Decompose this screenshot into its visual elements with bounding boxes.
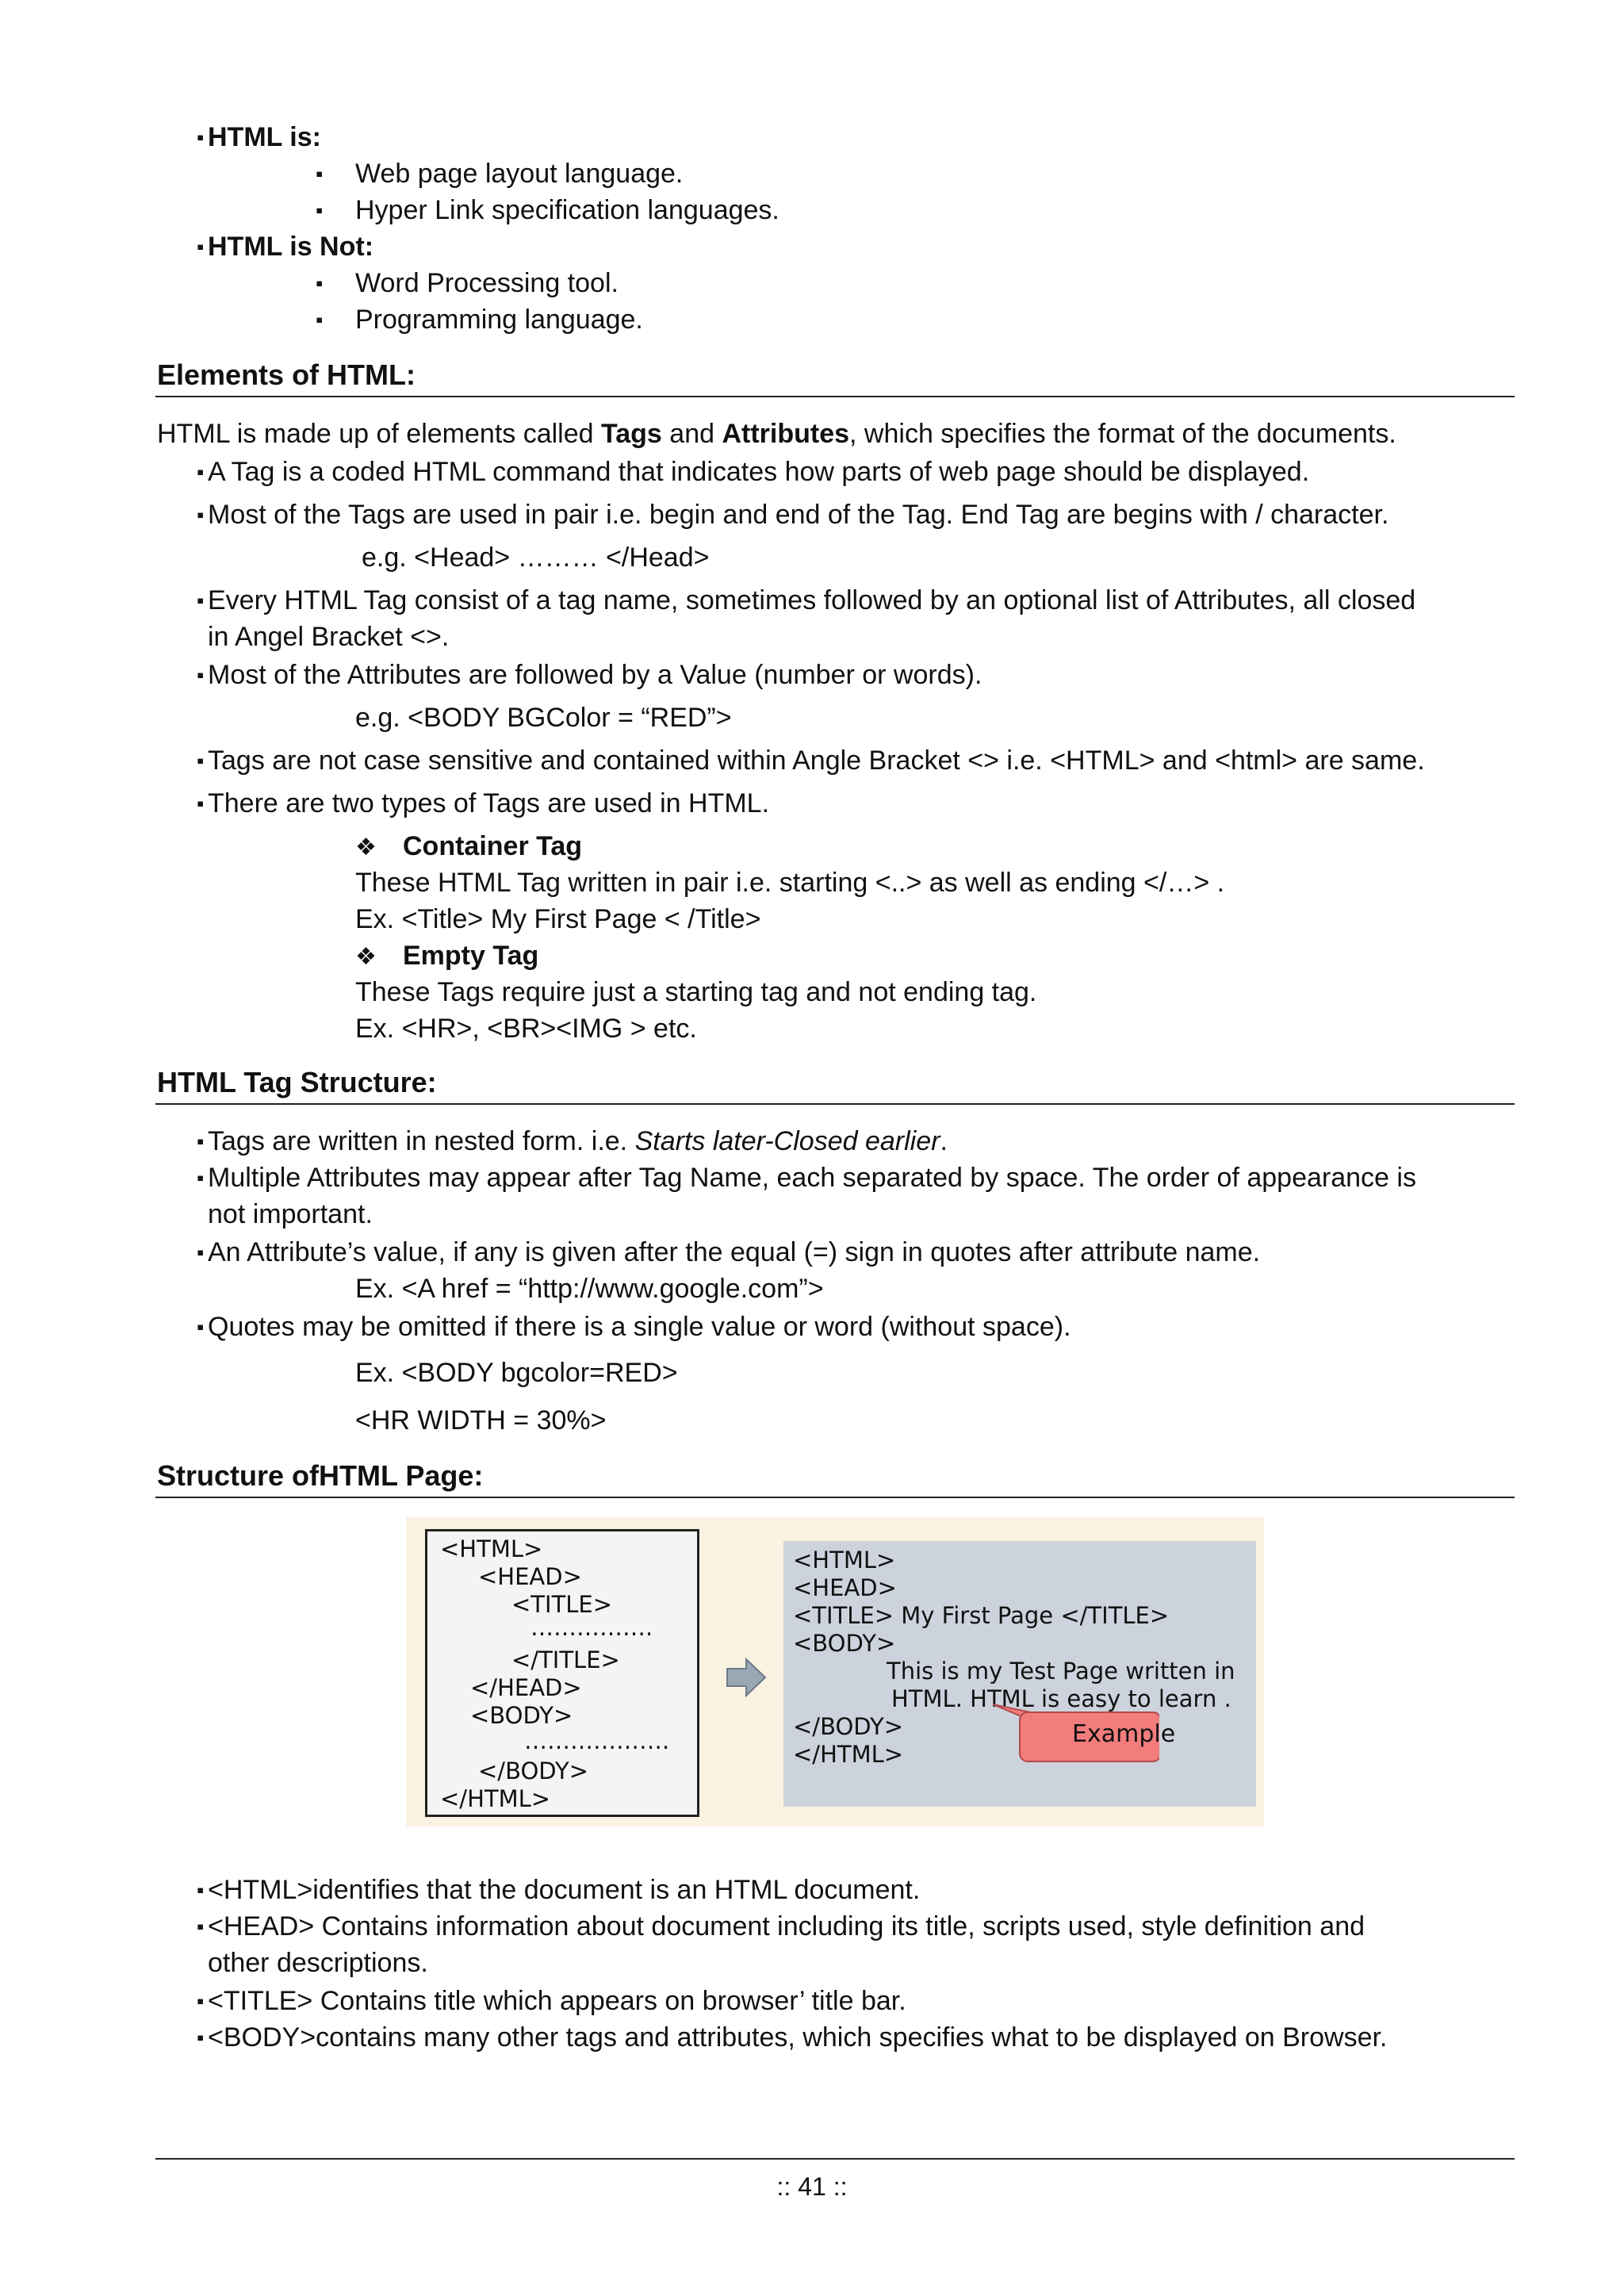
code-line: </BODY>	[478, 1757, 589, 1784]
right-arrow-icon	[726, 1658, 767, 1697]
list-item	[208, 582, 1508, 655]
code-line: ……………….	[524, 1727, 670, 1754]
code-line: <BODY>	[470, 1702, 573, 1729]
code-line: </HEAD>	[470, 1674, 582, 1701]
list-item: ▪ A Tag is a coded HTML command that indicates how parts of web page should be displayed.	[208, 454, 1508, 490]
example-line: Ex. <BODY bgcolor=RED>	[355, 1358, 678, 1388]
example-line: Ex. <A href = “http://www.google.com”>	[355, 1274, 824, 1304]
text-run: other descriptions.	[208, 1948, 428, 1978]
html-is-item: ▪ Hyper Link specification languages.	[355, 192, 779, 228]
text-run: and	[661, 419, 722, 449]
code-line: </HTML>	[440, 1785, 551, 1812]
code-skeleton-box	[425, 1529, 699, 1817]
section-heading-elements: Elements of HTML:	[157, 358, 416, 391]
list-item	[208, 1159, 1508, 1232]
code-line: <HEAD>	[793, 1574, 897, 1601]
bold-term-tags: Tags	[601, 419, 662, 449]
empty-tag-example: Ex. <HR>, <BR><IMG > etc.	[355, 1014, 697, 1044]
section-heading-tag-structure: HTML Tag Structure:	[157, 1066, 437, 1098]
section-divider	[155, 1497, 1515, 1498]
list-item	[208, 1908, 1508, 1981]
page-number: :: 41 ::	[776, 2172, 848, 2201]
code-line: This is my Test Page written in	[887, 1658, 1235, 1685]
list-item: ▪ There are two types of Tags are used in HTML.	[208, 785, 1508, 822]
text-run: HTML is made up of elements called	[157, 419, 601, 449]
list-item: ▪ Most of the Attributes are followed by a Value (number or words).	[208, 657, 1508, 693]
list-item: ▪ <HTML>identifies that the document is an HTML document.	[208, 1872, 1508, 1908]
elements-intro-paragraph	[157, 416, 1396, 452]
code-example-box	[783, 1541, 1256, 1807]
html-is-not-label: ▪ HTML is Not:	[208, 228, 1508, 265]
code-line: …………….	[530, 1614, 653, 1641]
text-run: Tags are written in nested form. i.e.	[208, 1126, 635, 1156]
container-tag-desc: These HTML Tag written in pair i.e. starting <..> as well as ending </…> .	[355, 868, 1225, 898]
html-structure-figure	[406, 1517, 1264, 1826]
list-item: ▪ An Attribute’s value, if any is given after the equal (=) sign in quotes after attribute name.	[208, 1234, 1508, 1271]
code-line: </TITLE>	[511, 1646, 620, 1673]
html-is-not-item: ▪ Programming language.	[355, 301, 643, 338]
code-line: <BODY>	[793, 1630, 896, 1657]
code-line: <HTML>	[440, 1535, 543, 1562]
html-is-item: ▪ Web page layout language.	[355, 155, 683, 192]
list-item: ▪ Quotes may be omitted if there is a single value or word (without space).	[208, 1309, 1508, 1345]
list-item: ▪ <TITLE> Contains title which appears on browser’ title bar.	[208, 1983, 1508, 2019]
italic-phrase: Starts later-Closed earlier	[634, 1126, 940, 1156]
text-run: <HEAD> Contains information about document including its title, scripts used, style definition and	[208, 1911, 1365, 1941]
empty-tag-label: ❖ Empty Tag	[355, 937, 538, 976]
list-item: ▪ Tags are not case sensitive and contained within Angle Bracket <> i.e. <HTML> and <html> are same.	[208, 742, 1508, 779]
list-item: ▪ Most of the Tags are used in pair i.e. begin and end of the Tag. End Tag are begins with / character.	[208, 496, 1508, 533]
section-divider	[155, 396, 1515, 397]
list-item: ▪ <BODY>contains many other tags and attributes, which specifies what to be displayed on Browser.	[208, 2019, 1508, 2056]
bold-term-attributes: Attributes	[722, 419, 850, 449]
text-run: in Angel Bracket <>.	[208, 622, 450, 652]
code-line: <TITLE> My First Page </TITLE>	[793, 1602, 1170, 1629]
code-line: </HTML>	[793, 1741, 904, 1768]
footer-divider	[155, 2158, 1515, 2160]
example-line: <HR WIDTH = 30%>	[355, 1405, 607, 1435]
code-line: <TITLE>	[511, 1591, 613, 1618]
html-is-not-item: ▪ Word Processing tool.	[355, 265, 619, 301]
section-heading-page-structure: Structure ofHTML Page:	[157, 1459, 484, 1492]
code-line: <HEAD>	[478, 1563, 582, 1590]
code-line: </BODY>	[793, 1713, 904, 1740]
example-line: e.g. <Head> ……… </Head>	[362, 542, 710, 573]
example-callout-label: Example	[1072, 1720, 1176, 1748]
list-item	[208, 1123, 1508, 1159]
empty-tag-desc: These Tags require just a starting tag and not ending tag.	[355, 977, 1037, 1007]
container-tag-label: ❖ Container Tag	[355, 828, 582, 866]
html-is-label: ▪ HTML is:	[208, 119, 1508, 155]
example-line: e.g. <BODY BGColor = “RED”>	[355, 703, 732, 733]
code-line: <HTML>	[793, 1547, 896, 1573]
text-run: .	[940, 1126, 948, 1156]
text-run: Multiple Attributes may appear after Tag Name, each separated by space. The order of appearance is	[208, 1163, 1416, 1193]
container-tag-example: Ex. <Title> My First Page < /Title>	[355, 904, 761, 934]
section-divider	[155, 1103, 1515, 1105]
code-line: HTML. HTML is easy to learn .	[891, 1685, 1231, 1712]
text-run: , which specifies the format of the documents.	[849, 419, 1396, 449]
text-run: not important.	[208, 1199, 373, 1229]
text-run: Every HTML Tag consist of a tag name, sometimes followed by an optional list of Attributes, all closed	[208, 585, 1416, 615]
